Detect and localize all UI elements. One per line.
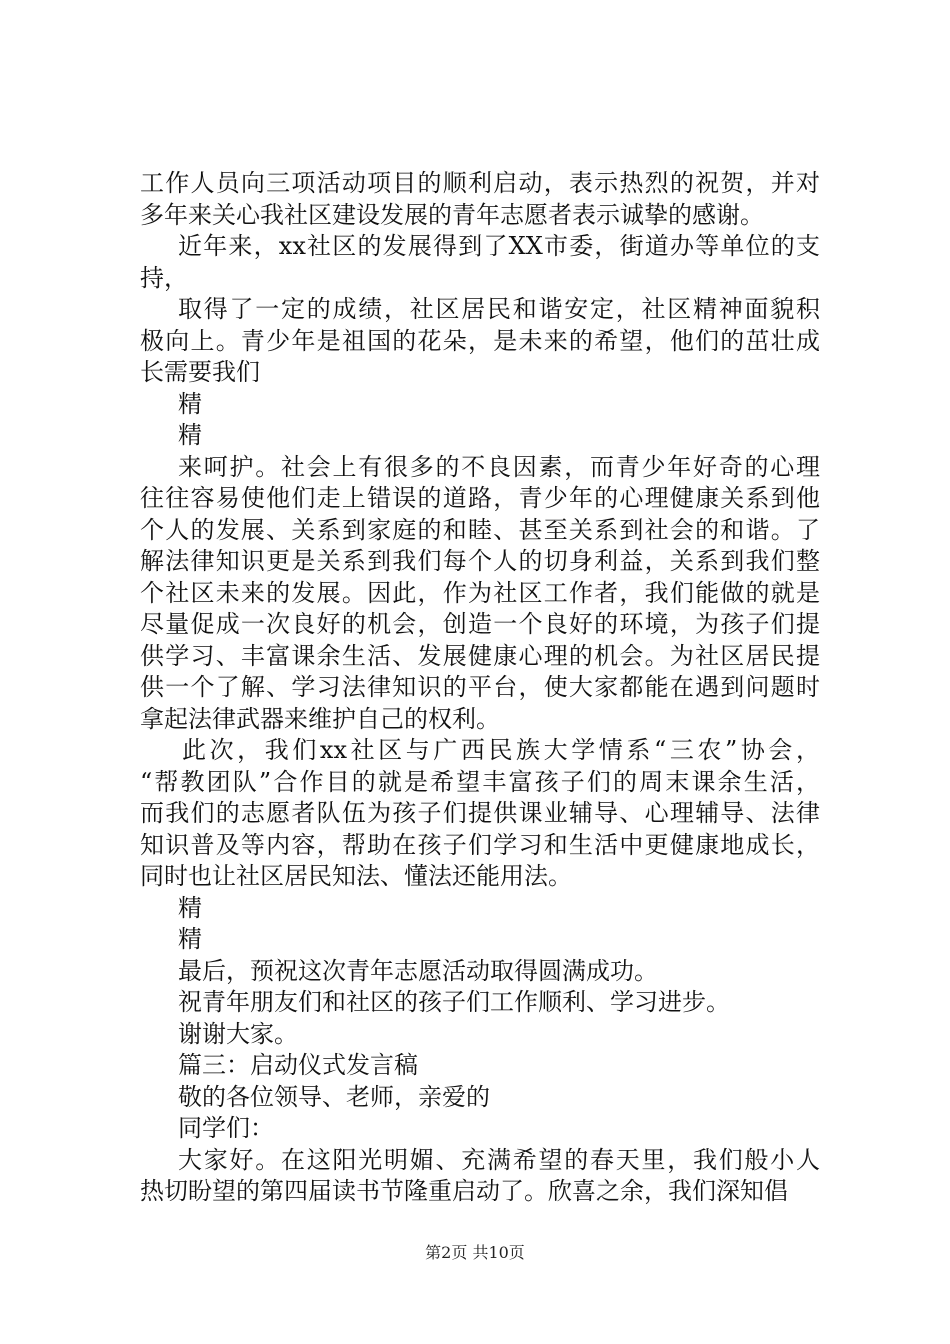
text-line: 多年来关心我社区建设发展的青年志愿者表示诚挚的感谢。 [140,200,764,229]
paragraph [140,420,820,452]
text-line: 热切盼望的第四届读书节隆重启动了。欣喜之余，我们深知倡 [140,1177,788,1205]
text-line: 往往容易使他们走上错误的道路，青少年的心理健康关系到他 [140,484,820,512]
paragraph [140,956,820,988]
text-line: 尽量促成一次良好的机会，创造一个良好的环境，为孩子们提 [140,610,820,638]
paragraph [140,1050,820,1082]
text-line: 近年来，xx社区的发展得到了XX市委，街道办等单位的支 [178,232,820,260]
page-footer: 第2页 共10页 [425,1243,525,1262]
text-line: 同学们： [178,1114,274,1142]
text-line: 供学习、丰富课余生活、发展健康心理的机会。为社区居民提 [140,641,820,670]
text-line: 此次，我们xx社区与广西民族大学情系“三农”协会， [182,736,820,764]
paragraph [140,1113,820,1145]
paragraph [140,924,820,956]
text-line: 知识普及等内容，帮助在孩子们学习和生活中更健康地成长， [140,830,820,859]
text-line: 精 [178,421,202,449]
text-line: 敬的各位领导、老师，亲爱的 [178,1082,490,1111]
paragraph [140,987,820,1019]
text-line: 拿起法律武器来维护自己的权利。 [140,704,500,733]
text-line: 最后，预祝这次青年志愿活动取得圆满成功。 [178,956,658,985]
text-line: “帮教团队”合作目的就是希望丰富孩子们的周末课余生活， [140,767,820,796]
text-line: 个人的发展、关系到家庭的和睦、甚至关系到社会的和谐。了 [140,515,820,544]
paragraph [140,1145,820,1208]
text-line: 而我们的志愿者队伍为孩子们提供课业辅导、心理辅导、法律 [140,799,820,827]
text-line: 供一个了解、学习法律知识的平台，使大家都能在遇到问题时 [140,673,820,701]
text-line: 个社区未来的发展。因此，作为社区工作者，我们能做的就是 [140,578,820,607]
text-line: 来呵护。社会上有很多的不良因素，而青少年好奇的心理 [178,452,820,481]
paragraph [140,735,820,893]
paragraph [140,168,820,231]
document-body [140,168,820,1208]
text-line: 精 [178,893,202,922]
paragraph [140,231,820,294]
text-line: 工作人员向三项活动项目的顺利启动，表示热烈的祝贺，并对 [140,169,820,197]
paragraph [140,1082,820,1114]
paragraph [140,893,820,925]
paragraph [140,1019,820,1051]
text-line: 祝青年朋友们和社区的孩子们工作顺利、学习进步。 [178,988,730,1016]
paragraph [140,452,820,736]
text-line: 持， [140,263,188,292]
paragraph [140,294,820,389]
text-line: 长需要我们 [140,358,260,386]
text-line: 大家好。在这阳光明媚、充满希望的春天里，我们般小人 [178,1145,820,1174]
text-line: 极向上。青少年是祖国的花朵，是未来的希望，他们的茁壮成 [140,326,820,355]
text-line: 精 [178,389,202,418]
text-line: 精 [178,925,202,953]
paragraph [140,389,820,421]
text-line: 篇三：启动仪式发言稿 [178,1051,418,1079]
text-line: 解法律知识更是关系到我们每个人的切身利益，关系到我们整 [140,547,820,575]
text-line: 同时也让社区居民知法、懂法还能用法。 [140,862,572,890]
text-line: 谢谢大家。 [178,1019,298,1048]
text-line: 取得了一定的成绩，社区居民和谐安定，社区精神面貌积 [178,295,820,323]
